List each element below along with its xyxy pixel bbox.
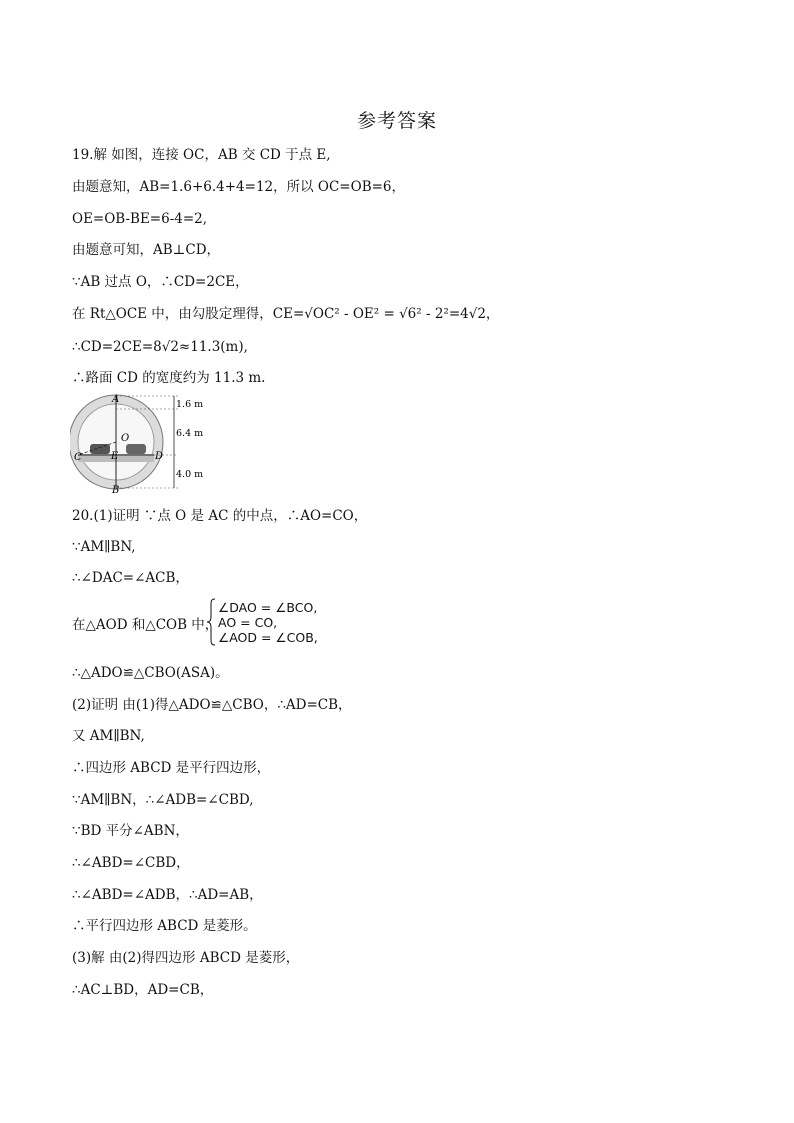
label-c: C xyxy=(74,452,82,463)
solution-line: ∵AB 过点 O，∴CD=2CE， xyxy=(72,274,249,290)
solution-line: 由题意知，AB=1.6+6.4+4=12，所以 OC=OB=6， xyxy=(72,179,406,195)
label-b: B xyxy=(112,485,120,495)
solution-line: ∴△ADO≌△CBO(ASA)。 xyxy=(72,665,229,681)
solution-line: 又 AM∥BN, xyxy=(72,728,145,744)
solution-line: ∴平行四边形 ABCD 是菱形。 xyxy=(72,918,257,934)
page-title: 参考答案 xyxy=(356,110,437,132)
dim-label-3: 4.0 m xyxy=(176,469,204,480)
solution-line: ∵AM∥BN，∴∠ADB=∠CBD, xyxy=(72,792,254,808)
solution-line: ∴∠ABD=∠ADB，∴AD=AB， xyxy=(72,887,263,903)
solution-line: OE=OB-BE=6-4=2, xyxy=(72,211,208,227)
solution-line: ∴CD=2CE=8√2≈11.3(m), xyxy=(72,339,248,355)
solution-line: 由题意可知，AB⊥CD， xyxy=(72,242,221,258)
solution-line: ∴四边形 ABCD 是平行四边形， xyxy=(72,760,271,776)
label-a: A xyxy=(112,394,120,405)
system-eq-3: ∠AOD = ∠COB, xyxy=(218,630,318,645)
dim-label-1: 1.6 m xyxy=(176,399,204,410)
label-d: D xyxy=(155,451,164,462)
label-e: E xyxy=(111,451,119,462)
label-o: O xyxy=(121,433,130,444)
solution-line: 20.(1)证明 ∵点 O 是 AC 的中点，∴AO=CO， xyxy=(72,508,368,524)
system-eq-1: ∠DAO = ∠BCO, xyxy=(218,600,318,615)
car-left xyxy=(90,444,110,454)
solution-line: ∵BD 平分∠ABN， xyxy=(72,823,189,839)
solution-line: 19.解 如图，连接 OC，AB 交 CD 于点 E, xyxy=(72,147,331,163)
solution-line: ∴∠ABD=∠CBD， xyxy=(72,855,190,871)
solution-line: ∴路面 CD 的宽度约为 11.3 m. xyxy=(72,370,266,386)
solution-line: ∴AC⊥BD，AD=CB， xyxy=(72,982,214,998)
solution-line: ∵AM∥BN, xyxy=(72,539,136,555)
left-brace-icon xyxy=(206,598,216,646)
solution-line: (2)证明 由(1)得△ADO≌△CBO，∴AD=CB， xyxy=(72,697,352,713)
car-right xyxy=(126,444,146,454)
solution-line: ∴∠DAC=∠ACB， xyxy=(72,570,189,586)
tunnel-figure xyxy=(70,393,220,495)
solution-line: 在 Rt△OCE 中，由勾股定理得，CE=√OC² - OE² = √6² - 2²=4√2， xyxy=(72,306,500,322)
solution-line: (3)解 由(2)得四边形 ABCD 是菱形， xyxy=(72,950,300,966)
system-eq-2: AO = CO, xyxy=(218,615,278,630)
dim-label-2: 6.4 m xyxy=(176,428,204,439)
system-label: 在△AOD 和△COB 中， xyxy=(72,617,219,633)
